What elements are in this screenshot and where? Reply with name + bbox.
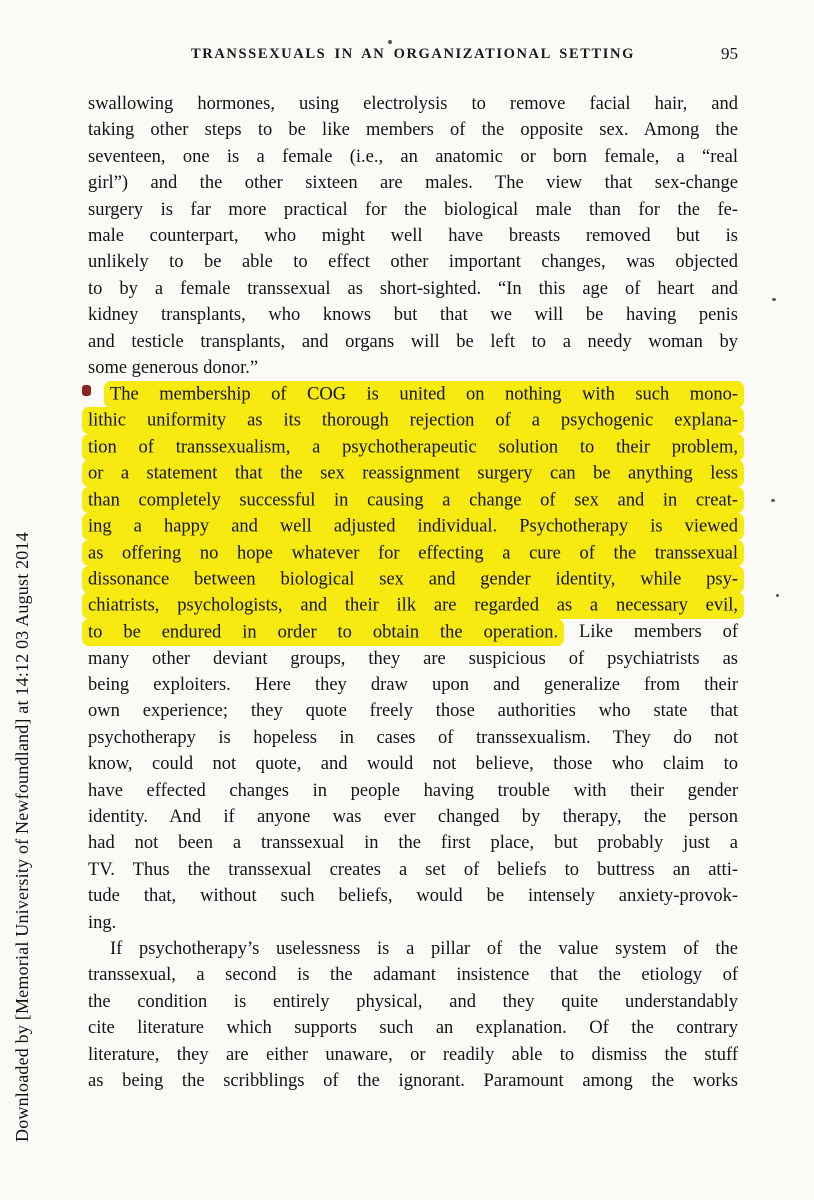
text-line [88, 355, 738, 381]
text-line [88, 302, 738, 328]
text-line [88, 487, 738, 513]
text-segment: many other deviant groups, they are suspicious of psychiatrists as [88, 648, 738, 669]
text-line [88, 249, 738, 275]
text-line [88, 144, 738, 170]
marker-artifact [82, 385, 91, 396]
text-line [88, 434, 738, 460]
highlighted-text-segment: lithic uniformity as its thorough rejection of a psychogenic explana- [82, 407, 744, 434]
text-segment: If psychotherapy’s uselessness is a pillar of the value system of the [110, 939, 738, 959]
body-text-column [88, 91, 738, 1094]
text-segment: surgery is far more practical for the biological male than for the fe- [88, 199, 738, 220]
text-segment: some generous donor.” [88, 358, 259, 379]
text-segment: unlikely to be able to effect other important changes, was objected [88, 252, 738, 273]
text-segment: being exploiters. Here they draw upon and generalize from their [88, 674, 738, 695]
text-segment: seventeen, one is a female (i.e., an anatomic or born female, a “real [88, 146, 738, 167]
text-segment: own experience; they quote freely those authorities who state that [88, 701, 738, 722]
text-line [88, 197, 738, 223]
text-segment: taking other steps to be like members of the opposite sex. Among the [88, 120, 738, 141]
scan-artifact [771, 499, 775, 502]
text-line [88, 117, 738, 143]
text-line [88, 223, 738, 249]
text-line [88, 725, 738, 751]
highlighted-text-segment: to be endured in order to obtain the operation. [82, 619, 564, 646]
highlighted-text-segment: or a statement that the sex reassignment surgery can be anything less [82, 460, 744, 487]
text-line [88, 883, 738, 909]
text-line [88, 91, 738, 117]
paragraph [88, 936, 738, 1094]
text-segment: cite literature which supports such an explanation. Of the contrary [88, 1018, 738, 1039]
text-line [88, 646, 738, 672]
text-segment: had not been a transsexual in the first place, but probably just a [88, 833, 738, 854]
text-segment: ing. [88, 912, 117, 933]
text-segment: kidney transplants, who knows but that we will be having penis [88, 305, 738, 326]
highlighted-text-segment: tion of transsexualism, a psychotherapeutic solution to their problem, [82, 434, 744, 461]
text-line [88, 619, 738, 645]
highlighted-text-segment: as offering no hope whatever for effecting a cure of the transsexual [82, 540, 744, 567]
text-line [88, 408, 738, 434]
highlighted-text-segment: The membership of COG is united on nothing with such mono- [104, 381, 744, 408]
text-segment: and testicle transplants, and organs will be left to a needy woman by [88, 331, 738, 352]
text-segment: psychotherapy is hopeless in cases of transsexualism. They do not [88, 727, 738, 748]
text-line [88, 461, 738, 487]
text-segment: tude that, without such beliefs, would be intensely anxiety-provok- [88, 886, 738, 907]
text-line [88, 936, 738, 962]
text-line [88, 1068, 738, 1094]
text-line [88, 170, 738, 196]
text-line [88, 1042, 738, 1068]
scan-artifact [388, 40, 392, 44]
text-line [88, 1015, 738, 1041]
download-watermark: Downloaded by [Memorial University of Newfoundland] at 14:12 03 August 2014 [12, 532, 32, 1142]
text-line [88, 830, 738, 856]
text-segment: know, could not quote, and would not believe, those who claim to [88, 754, 738, 775]
text-line [88, 962, 738, 988]
text-line [88, 910, 738, 936]
scan-artifact [772, 298, 776, 301]
text-segment: to by a female transsexual as short-sighted. “In this age of heart and [88, 278, 738, 299]
text-line [88, 566, 738, 592]
running-header [88, 46, 738, 66]
text-line [88, 778, 738, 804]
text-line [88, 593, 738, 619]
text-line [88, 804, 738, 830]
highlighted-text-segment: ing a happy and well adjusted individual. Psychotherapy is viewed [82, 513, 744, 540]
text-line [88, 514, 738, 540]
text-segment: swallowing hormones, using electrolysis to remove facial hair, and [88, 94, 738, 114]
text-segment: identity. And if anyone was ever changed by therapy, the person [88, 806, 738, 827]
text-line [88, 381, 738, 407]
text-segment: TV. Thus the transsexual creates a set of beliefs to buttress an atti- [88, 859, 738, 880]
text-line [88, 329, 738, 355]
text-line [88, 989, 738, 1015]
text-line [88, 276, 738, 302]
highlighted-text-segment: dissonance between biological sex and gender identity, while psy- [82, 566, 744, 593]
highlighted-text-segment: than completely successful in causing a change of sex and in creat- [82, 487, 744, 514]
scan-artifact [776, 594, 779, 597]
text-segment: male counterpart, who might well have breasts removed but is [88, 226, 738, 247]
text-segment: have effected changes in people having trouble with their gender [88, 780, 738, 801]
text-line [88, 857, 738, 883]
text-line [88, 751, 738, 777]
text-segment: as being the scribblings of the ignorant. Paramount among the works [88, 1071, 738, 1092]
page-number: 95 [721, 44, 738, 63]
text-segment: the condition is entirely physical, and they quite understandably [88, 991, 738, 1012]
text-line [88, 698, 738, 724]
text-segment: Like members of [558, 622, 739, 643]
running-header-title: TRANSSEXUALS IN AN ORGANIZATIONAL SETTING [191, 46, 635, 62]
text-line [88, 672, 738, 698]
paragraph [88, 381, 738, 936]
text-segment: girl”) and the other sixteen are males. The view that sex-change [88, 173, 738, 194]
text-line [88, 540, 738, 566]
paragraph [88, 91, 738, 381]
text-segment: literature, they are either unaware, or readily able to dismiss the stuff [88, 1044, 738, 1065]
text-segment: transsexual, a second is the adamant insistence that the etiology of [88, 965, 738, 986]
highlighted-text-segment: chiatrists, psychologists, and their ilk are regarded as a necessary evil, [82, 592, 744, 619]
